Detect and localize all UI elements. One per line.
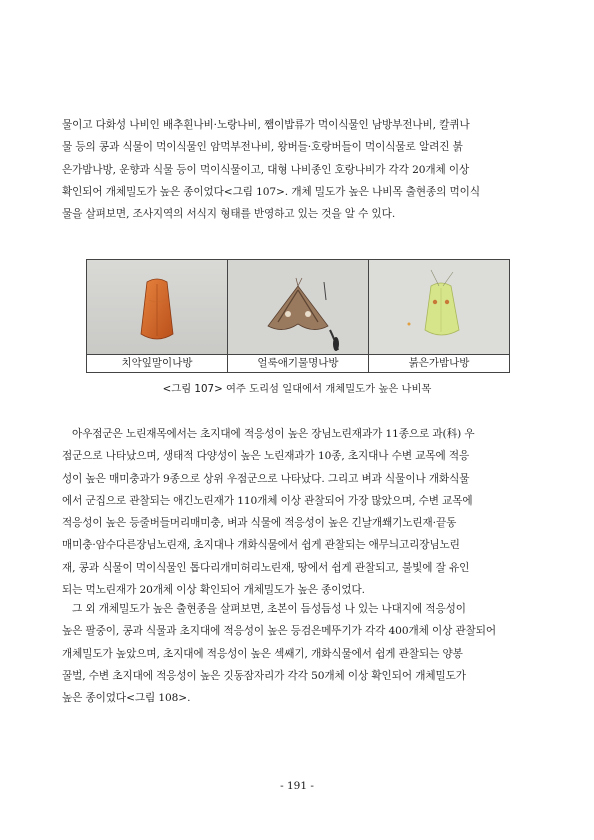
figure-panel — [228, 260, 369, 372]
text-line: 높은 종이었다<그림 108>. — [62, 692, 191, 705]
photo-caption: 치악잎말이나방 — [87, 354, 227, 372]
text-line: 은가밤나방, 운향과 식물 등이 먹이식물이고, 대형 나비종인 호랑나비가 각각 20개체 이상 — [62, 163, 470, 176]
moth-photo — [87, 260, 227, 354]
text-line: 확인되어 개체밀도가 높은 종이었다<그림 107>. 개체 밀도가 높은 나비목 출현종의 먹이식 — [62, 185, 480, 198]
figure-panel — [369, 260, 509, 372]
text-line: 적응성이 높은 등줄버들머리매미충, 벼과 식물에 적응성이 높은 긴날개쐐기노린재·끝동 — [62, 517, 457, 530]
paragraph-1 — [62, 114, 532, 225]
figure-title: <그림 107> 여주 도리섬 일대에서 개체밀도가 높은 나비목 — [162, 383, 432, 395]
page-number: - 191 - — [280, 780, 314, 792]
paragraph-2 — [62, 423, 532, 601]
text-line: 재, 콩과 식물이 먹이식물인 톱다리개미허리노린재, 땅에서 쉽게 관찰되고, 불빛에 잘 유인 — [62, 561, 470, 574]
text-line: 점군으로 나타났으며, 생태적 다양성이 높은 노린재과가 10종, 초지대나 수변 교목에 적응 — [62, 450, 470, 463]
text-line: 물을 살펴보면, 조사지역의 서식지 형태를 반영하고 있는 것을 알 수 있다. — [62, 208, 396, 221]
text-line: 물 등의 콩과 식물이 먹이식물인 암먹부전나비, 왕버들·호랑버들이 먹이식물로 알려진 붉 — [62, 141, 463, 154]
paragraph-3 — [62, 598, 532, 709]
text-line: 높은 팔중이, 콩과 식물과 초지대에 적응성이 높은 등검은메뚜기가 각각 400개체 이상 관찰되어 — [62, 625, 497, 638]
text-line: 매미충·암수다른장님노린재, 초지대나 개화식물에서 쉽게 관찰되는 애무늬고리장님노린 — [62, 539, 460, 552]
text-line: 성이 높은 매미충과가 9종으로 상위 우점군으로 나타났다. 그리고 벼과 식물이나 개화식물 — [62, 472, 470, 485]
text-line: 그 외 개체밀도가 높은 출현종을 살펴보면, 초본이 듬성듬성 나 있는 나대지에 적응성이 — [72, 603, 466, 615]
text-line: 개체밀도가 높았으며, 초지대에 적응성이 높은 섹쌔기, 개화식물에서 쉽게 관찰되는 양봉 — [62, 647, 463, 660]
text-line: 에서 군집으로 관찰되는 애긴노린재가 110개체 이상 관찰되어 가장 많았으며, 수변 교목에 — [62, 494, 473, 507]
photo-caption: 붉은가밤나방 — [369, 354, 509, 372]
moth-photo-figure — [86, 259, 510, 373]
moth-photo — [228, 260, 368, 354]
figure-panel — [87, 260, 228, 372]
photo-caption: 얼룩애기물명나방 — [228, 354, 368, 372]
moth-photo — [369, 260, 509, 354]
text-line: 아우점군은 노린재목에서는 초지대에 적응성이 높은 장님노린재과가 11종으로 과(科) 우 — [72, 428, 475, 440]
text-line: 되는 먹노린재가 20개체 이상 확인되어 개체밀도가 높은 종이었다. — [62, 584, 365, 597]
text-line: 물이고 다화성 나비인 배추흰나비·노랑나비, 쨈이밥류가 먹이식물인 남방부전나비, 칼퀴나 — [62, 119, 470, 131]
text-line: 꿀벌, 수변 초지대에 적응성이 높은 깃동잠자리가 각각 50개체 이상 확인되어 개체밀도가 — [62, 669, 466, 682]
